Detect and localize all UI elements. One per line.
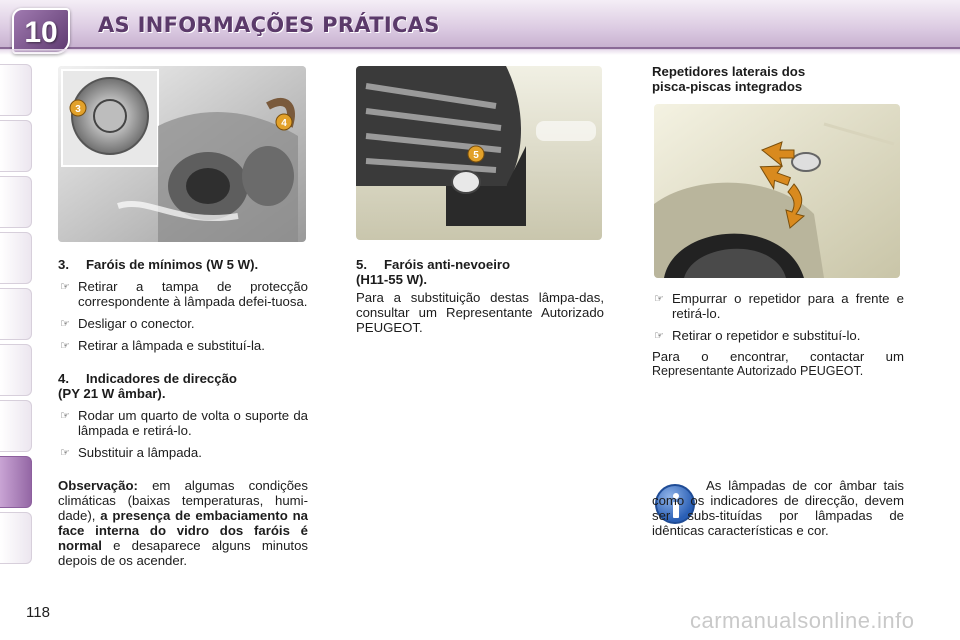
chapter-tab[interactable] <box>0 400 32 452</box>
chapter-tab-strip <box>0 64 34 574</box>
section-4-heading <box>58 371 308 386</box>
section-4-subtitle: (PY 21 W âmbar). <box>58 386 166 401</box>
list-item <box>58 338 308 353</box>
side-repeater-illustration <box>654 104 900 278</box>
callout-3: 3 <box>75 104 81 115</box>
section-5-text: Para a substituição destas lâmpa-das, consultar um Representante Autorizado PEUGEOT. <box>356 290 604 335</box>
repeater-para-2: Representante Autorizado PEUGEOT. <box>652 364 864 378</box>
chapter-tab[interactable] <box>0 512 32 564</box>
observation-text-1: em algumas condições climáticas (baixas temperaturas, humi-dade), <box>58 478 308 523</box>
list-item <box>58 279 308 309</box>
callout-4: 4 <box>281 118 287 129</box>
observation-label: Observação: <box>58 478 138 493</box>
section-4-title: Indicadores de direcção <box>86 371 237 386</box>
column-left <box>58 257 308 568</box>
repeater-para-1: Para o encontrar, contactar um <box>652 349 904 364</box>
section-3-title: Faróis de mínimos (W 5 W). <box>86 257 259 272</box>
pointing-hand-icon: ☞ <box>60 446 70 459</box>
section-5-heading <box>356 257 604 272</box>
observation-emphasis: a presença de embaciamento na face interna do vidro dos faróis é normal <box>58 508 308 553</box>
info-note-text: As lâmpadas de cor âmbar tais como os indicadores de direcção, devem ser subs-tituídas por lâmpadas de idênticas características e cor. <box>652 478 904 538</box>
pointing-hand-icon: ☞ <box>654 292 664 305</box>
observation-text-2: e desaparece alguns minutos depois de os acender. <box>58 538 308 568</box>
pointing-hand-icon: ☞ <box>654 329 664 342</box>
column-right-heading <box>652 64 902 94</box>
chapter-tab[interactable] <box>0 64 32 116</box>
page-number: 118 <box>26 604 50 621</box>
list-item <box>58 408 308 438</box>
chapter-badge <box>12 8 70 54</box>
repeater-title-line-1: Repetidores laterais dos <box>652 64 806 79</box>
section-3-heading <box>58 257 308 272</box>
list-item <box>58 445 308 460</box>
callout-5: 5 <box>473 150 479 161</box>
list-item <box>652 328 904 343</box>
headlamp-rear-illustration <box>58 66 306 242</box>
section-4-number: 4. <box>58 371 69 386</box>
bullet-text: Retirar o repetidor e substituí-lo. <box>672 328 861 343</box>
list-item <box>58 316 308 331</box>
chapter-tab-active[interactable] <box>0 456 32 508</box>
section-5-number: 5. <box>356 257 367 272</box>
chapter-tab[interactable] <box>0 288 32 340</box>
bullet-text: Substituir a lâmpada. <box>78 445 202 460</box>
section-5-subtitle: (H11-55 W). <box>356 272 428 287</box>
bullet-text: Retirar a tampa de protecção correspondente à lâmpada defei-tuosa. <box>78 279 308 309</box>
chapter-tab[interactable] <box>0 344 32 396</box>
pointing-hand-icon: ☞ <box>60 409 70 422</box>
list-item <box>652 291 904 321</box>
page-title: AS INFORMAÇÕES PRÁTICAS <box>98 13 440 37</box>
bullet-text: Rodar um quarto de volta o suporte da lâmpada e retirá-lo. <box>78 408 308 438</box>
watermark: carmanualsonline.info <box>690 608 915 633</box>
section-3-number: 3. <box>58 257 69 272</box>
repeater-title-line-2: pisca-piscas integrados <box>652 79 803 94</box>
bullet-text: Retirar a lâmpada e substituí-la. <box>78 338 265 353</box>
observation-note <box>58 478 308 568</box>
chapter-number: 10 <box>24 16 58 49</box>
info-note <box>652 478 904 538</box>
chapter-tab[interactable] <box>0 120 32 172</box>
pointing-hand-icon: ☞ <box>60 339 70 352</box>
pointing-hand-icon: ☞ <box>60 317 70 330</box>
pointing-hand-icon: ☞ <box>60 280 70 293</box>
column-right <box>652 284 904 379</box>
chapter-tab[interactable] <box>0 232 32 284</box>
column-middle <box>356 257 604 335</box>
section-5-title: Faróis anti-nevoeiro <box>384 257 511 272</box>
chapter-tab[interactable] <box>0 176 32 228</box>
page-header <box>0 0 960 50</box>
bullet-text: Empurrar o repetidor para a frente e retirá-lo. <box>672 291 904 321</box>
foglamp-illustration <box>356 66 602 240</box>
bullet-text: Desligar o conector. <box>78 316 195 331</box>
